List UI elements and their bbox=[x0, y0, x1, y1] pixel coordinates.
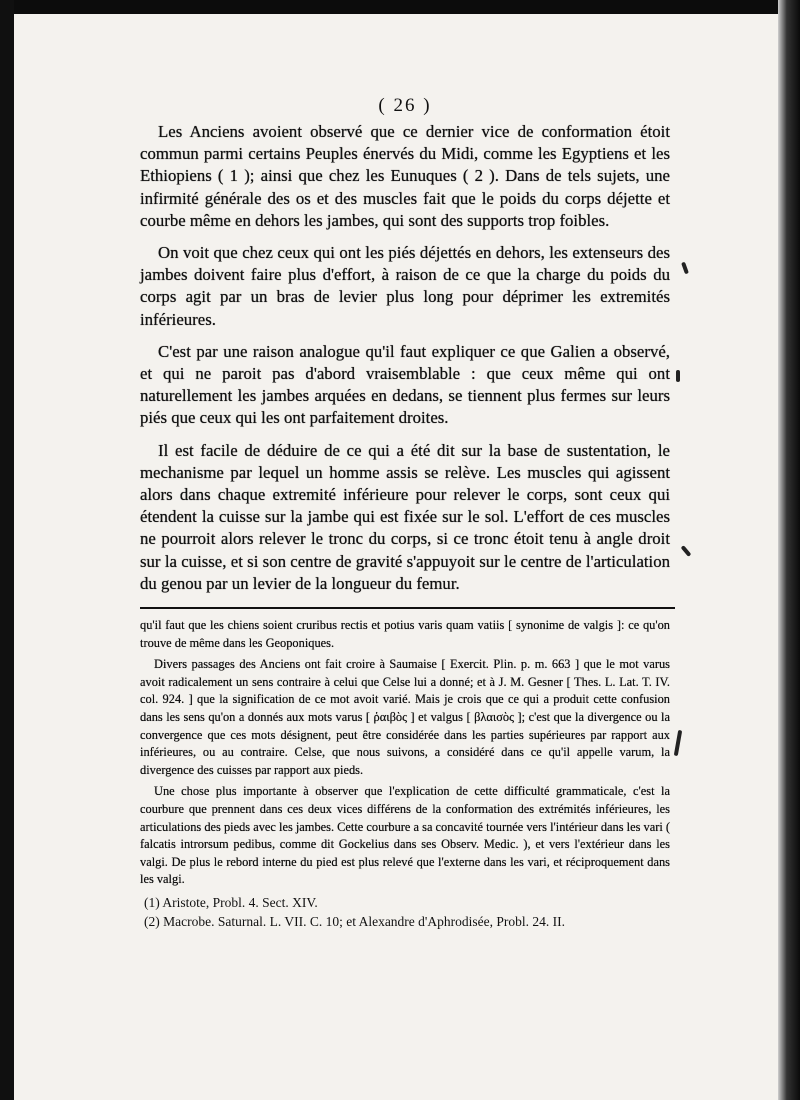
footnote-2: (2) Macrobe. Saturnal. L. VII. C. 10; et Alexandre d'Aphrodisée, Probl. 24. II. bbox=[144, 913, 565, 929]
note-paragraph-1: qu'il faut que les chiens soient cruribus rectis et potius varis quam vatiis [ synonime de valgis ]: ce qu'on trouve de même dans les Geoponiques. bbox=[140, 618, 670, 650]
main-text bbox=[140, 121, 670, 595]
page-number: ( 26 ) bbox=[378, 95, 432, 116]
note-paragraph-2: Divers passages des Anciens ont fait croire à Saumaise [ Exercit. Plin. p. m. 663 ] que le mot varus avoit radicalement un sens contraire à celui que Celse lui a donné; et à J. M. Gesner [ Thes. L. Lat. T. IV. col. 924. ] que la signification de ce mot avoit varié. Mais je crois que ce qui a produit cette confusion dans les sens qu'on a donnés aux mots varus [ ῥαιβὸς ] et valgus [ βλαισὸς ]; c'est que la divergence ou la convergence que ces mots désignent, peut être considérée dans les parties supérieures par rapport aux inférieures, ou au contraire. Celse, que nous suivons, a considéré dans ce qu'il appelle varum, la divergence des cuisses par rapport aux pieds. bbox=[140, 657, 670, 777]
note-paragraph-3: Une chose plus importante à observer que l'explication de cette difficulté grammaticale, c'est la courbure que prennent dans ces deux vices différens de la conformation des extrémités inférieures, les articulations des pieds avec les jambes. Cette courbure a sa concavité tournée vers l'intérieur dans les vari ( falcatis introrsum pedibus, comme dit Gockelius dans ses Observ. Medic. ), et vers l'extérieur dans les valgi. De plus le rebord interne du pied est plus relevé que l'externe dans les vari, et réciproquement dans les valgi. bbox=[140, 784, 671, 887]
scan-border-top bbox=[0, 0, 800, 14]
main-paragraph-3: C'est par une raison analogue qu'il faut expliquer ce que Galien a observé, et qui ne paroit pas d'abord vraisemblable : que ceux même qui ont naturellement les jambes arquées en dedans, se tiennent plus fermes sur leurs piés que ceux qui les ont parfaitement droites. bbox=[140, 341, 670, 428]
scan-speckle bbox=[681, 545, 692, 557]
footnotes bbox=[140, 893, 670, 931]
main-paragraph-4: Il est facile de déduire de ce qui a été dit sur la base de sustentation, le mechanisme par lequel un homme assis se relève. Les muscles qui agissent alors dans chaque extremité inférieure pour relever le corps, sont ceux qui étendent la cuisse sur la jambe qui est fixée sur le sol. L'effort de ces muscles ne pourroit alors relever le tronc du corps, si ce tronc étoit tenu à angle droit sur la cuisse, et si son centre de gravité s'appuyoit sur le centre de l'articulation du genou par un levier de la longueur du femur. bbox=[140, 440, 670, 593]
main-paragraph-2: On voit que chez ceux qui ont les piés déjettés en dehors, les extenseurs des jambes doivent faire plus d'effort, à raison de ce que la charge du poids du corps agit par un bras de levier plus long pour déprimer les extremités inférieures. bbox=[140, 243, 670, 329]
scan-border-right bbox=[778, 0, 800, 1100]
book-page bbox=[140, 95, 670, 931]
footnote-1: (1) Aristote, Probl. 4. Sect. XIV. bbox=[144, 894, 318, 910]
scan-border-left bbox=[0, 0, 14, 1100]
scan-speckle bbox=[674, 730, 682, 756]
scan-speckle bbox=[681, 262, 689, 275]
notes-divider bbox=[140, 607, 675, 609]
main-paragraph-1: Les Anciens avoient observé que ce dernier vice de conformation étoit commun parmi certains Peuples énervés du Midi, comme les Egyptiens et les Ethiopiens ( 1 ); ainsi que chez les Eunuques ( 2 ). Dans de tels sujets, une infirmité générale des os et des muscles fait que le poids du corps déjette et courbe même en dehors les jambes, qui sont des supports trop foibles. bbox=[140, 122, 670, 230]
notes-section bbox=[140, 617, 670, 889]
scan-speckle bbox=[676, 370, 680, 382]
